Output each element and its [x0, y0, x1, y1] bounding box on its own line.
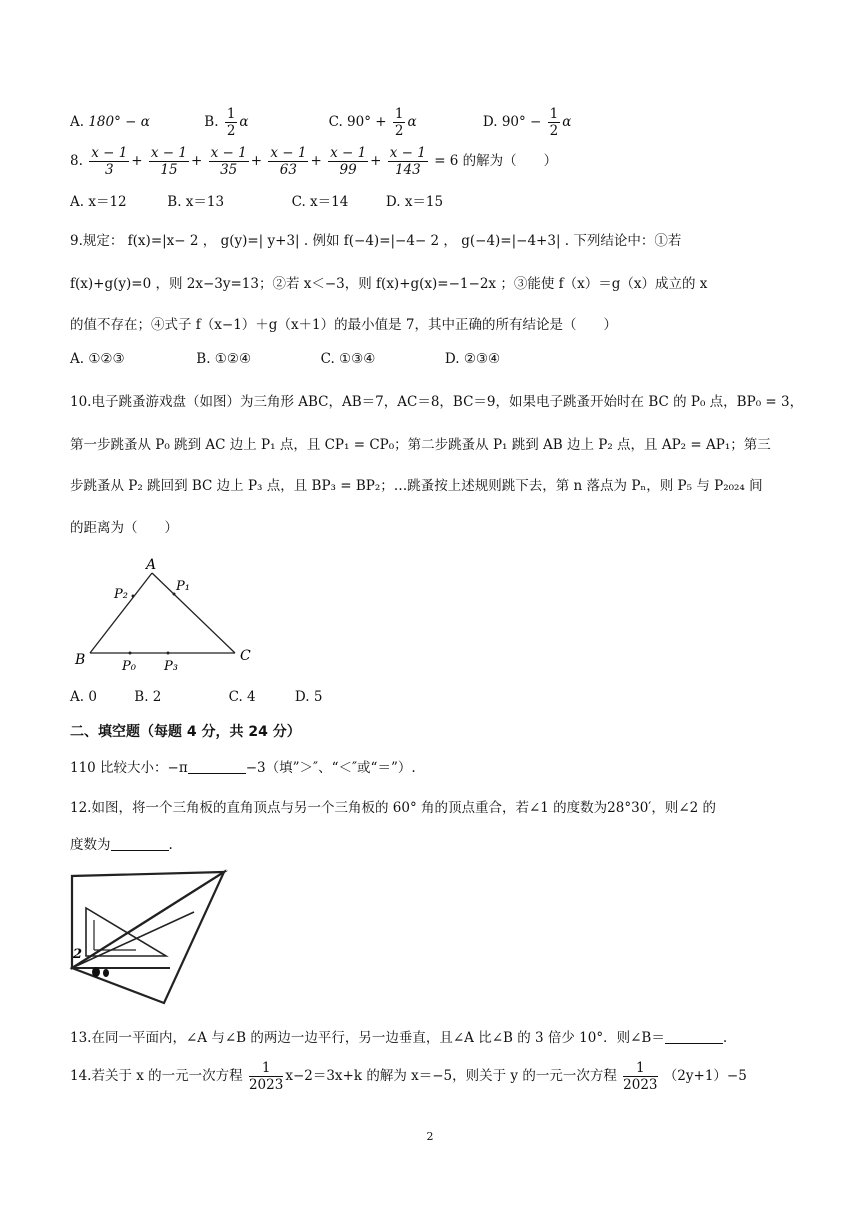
q9-line-3: 的值不存在；④式子 f（x−1）＋g（x＋1）的最小值是 7，其中正确的所有结论是（ ）: [70, 317, 618, 333]
marker-2: [103, 969, 109, 977]
q8-option-a: A. x＝12: [70, 194, 127, 210]
q8-option-c: C. x＝14: [291, 194, 349, 210]
q12-answer-blank[interactable]: [111, 836, 169, 851]
label-p0: P₀: [122, 659, 136, 674]
label-p2: P₂: [114, 587, 128, 602]
page-number: 2: [426, 1130, 434, 1143]
q14-stem: 14.若关于 x 的一元一次方程 $\frac{1}{2023}$ x−2＝3x+k 的解为 x＝−5，则关于 y 的一元一次方程 $\frac{1}{2023}$ （2y+1）−5: [70, 1060, 747, 1093]
label-a: A: [146, 557, 157, 573]
q11-stem: 110 比较大小：−π −3（填”＞″、“＜″或“＝”）.: [70, 760, 416, 776]
q7-option-c: C. 90° + $\frac{1}{2}$ α: [328, 106, 417, 139]
label-b: B: [75, 652, 86, 668]
q12-set-squares-figure: [66, 868, 230, 1008]
side-ac: [152, 573, 235, 653]
q9-option-d: D. ②③④: [444, 351, 501, 367]
label-c: C: [240, 648, 251, 664]
q10-option-a: A. 0: [70, 689, 97, 705]
label-p3: P₃: [164, 659, 178, 674]
crossing-edge: [72, 912, 194, 968]
q7-options: [70, 106, 571, 139]
q10-options: [70, 687, 322, 707]
q10-option-c: C. 4: [228, 689, 256, 705]
q10-option-d: D. 5: [294, 689, 323, 705]
q9-options: [70, 349, 500, 369]
q13-stem: 13.在同一平面内，∠A 与∠B 的两边一边平行，另一边垂直，且∠A 比∠B 的 3 倍少 10°．则∠B＝ .: [70, 1030, 728, 1046]
q9-line-1: 9.规定： f(x)=|x− 2 ， g(y)=| y+3| . 例如 f(−4)=|−4− 2 ， g(−4)=|−4+3| . 下列结论中：①若: [70, 233, 682, 249]
q7-option-d: D. 90° − $\frac{1}{2}$ α: [482, 106, 572, 139]
q9-option-a: A. ①②③: [70, 351, 125, 367]
q10-option-b: B. 2: [134, 689, 162, 705]
q10-line-3: 步跳蚤从 P₂ 跳回到 BC 边上 P₃ 点，且 BP₃ = BP₂；…跳蚤按上述规则跳下去，第 n 落点为 Pₙ，则 P₅ 与 P₂₀₂₄ 间: [70, 478, 763, 494]
q9-line-2: f(x)+g(y)=0 ，则 2x−3y=13；②若 x＜−3，则 f(x)+g(x)=−1−2x ；③能使 f（x）＝g（x）成立的 x: [70, 276, 708, 292]
side-ab: [90, 573, 152, 653]
q10-line-2: 第一步跳蚤从 P₀ 跳到 AC 边上 P₁ 点，且 CP₁ = CP₀；第二步跳蚤从 P₁ 跳到 AB 边上 P₂ 点，且 AP₂ = AP₁；第三: [70, 437, 771, 453]
q8-stem: 8. $\frac{x - 1}{3}$ + $\frac{x - 1}{15}$ + $\frac{x - 1}{35}$ + $\frac{x - 1}{63}$ + $\frac{x - 1}{99}$ + $\frac{x - 1}{143}$ = 6 的解为（ ）: [70, 145, 558, 178]
angle-2-label: 2: [73, 947, 83, 962]
q13-answer-blank[interactable]: [665, 1029, 723, 1044]
q8-option-d: D. x＝15: [385, 194, 444, 210]
q10-line-1: 10.电子跳蚤游戏盘（如图）为三角形 ABC，AB＝7，AC＝8，BC＝9，如果电子跳蚤开始时在 BC 的 P₀ 点，BP₀ = 3，: [70, 394, 804, 410]
q7-option-b: B. $\frac{1}{2}$ α: [204, 106, 249, 139]
q10-line-4: 的距离为（ ）: [70, 520, 178, 536]
q9-option-b: B. ①②④: [196, 351, 252, 367]
q11-answer-blank[interactable]: [188, 759, 246, 774]
q9-option-c: C. ①③④: [320, 351, 376, 367]
q8-option-b: B. x＝13: [167, 194, 225, 210]
q12-line-2: 度数为 .: [70, 837, 173, 853]
q12-line-1: 12.如图，将一个三角板的直角顶点与另一个三角板的 60° 角的顶点重合，若∠1 的度数为28°30′，则∠2 的: [70, 800, 717, 816]
section-2-title: 二、填空题（每题 4 分，共 24 分）: [70, 724, 301, 740]
marker-1: [92, 967, 100, 977]
triangle-outer-2: [72, 872, 224, 1003]
q8-options: [70, 192, 443, 212]
q10-triangle-figure: [70, 556, 270, 674]
q7-option-a: A. 180° − α: [70, 114, 150, 130]
label-p1: P₁: [176, 579, 190, 594]
